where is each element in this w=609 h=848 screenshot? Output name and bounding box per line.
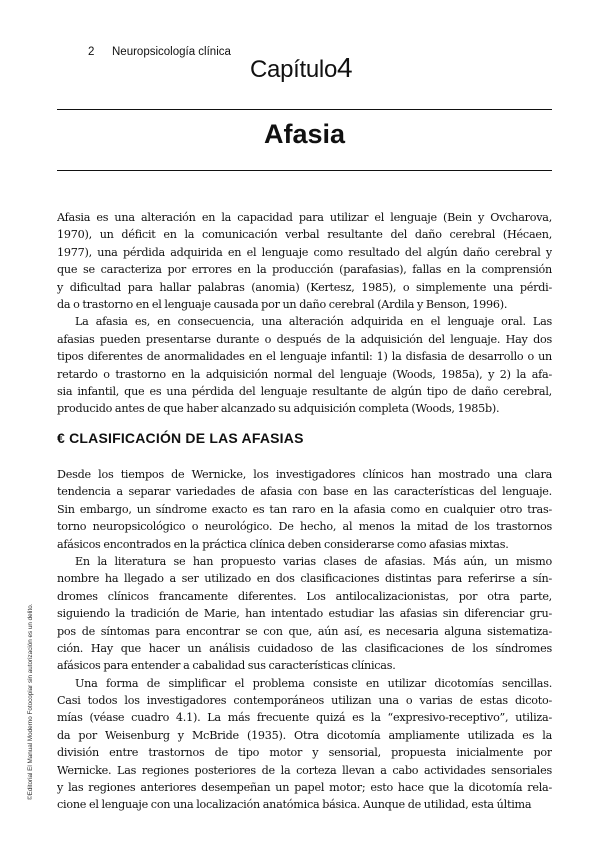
paragraph (57, 313, 552, 417)
text-line: torno neuropsicológico o neurológico. De hecho, al menos la mitad de los trastornos (57, 520, 552, 534)
paragraph (57, 466, 552, 553)
book-title: Neuropsicología clínica (112, 46, 231, 58)
text-line: da o trastorno en el lenguaje causada por un daño cerebral (Ardila y Benson, 1996). (57, 297, 508, 311)
section-body (57, 466, 552, 814)
text-line: siguiendo la tradición de Marie, han intentado estudiar las afasias sin diferenciar gru- (57, 607, 552, 621)
copyright-notice: ©Editorial El Manual Moderno Fotocopiar sin autorización es un delito. (27, 603, 34, 800)
chapter-label (250, 52, 352, 84)
text-line: tipos diferentes de anormalidades en el lenguaje infantil: 1) la disfasia de desarrollo o un (57, 350, 552, 364)
text-line: Afasia es una alteración en la capacidad para utilizar el lenguaje (Bein y Ovcharova, (57, 211, 552, 224)
text-line: dromes clínicos francamente diferentes. Los antilocalizacionistas, por otra parte, (57, 589, 552, 603)
text-line: Casi todos los investigadores contemporáneos utilizan una o varias de estas dicoto- (57, 694, 552, 708)
text-line: producido antes de que haber alcanzado su adquisición completa (Woods, 1985b). (57, 402, 500, 416)
text-line: mías (véase cuadro 4.1). La más frecuente quizá es la “expresivo-receptivo”, utiliza- (57, 711, 552, 725)
text-line: Sin embargo, un síndrome exacto es tan raro en la afasia como en cualquier otro tras- (57, 502, 552, 516)
text-line: y dificultad para hallar palabras (anomia) (Kertesz, 1985), o simplemente una pérdi- (57, 280, 552, 294)
text-line: afásicos para entender a cabalidad sus características clínicas. (57, 659, 396, 673)
text-line: ción. Hay que hacer un análisis cuidadoso de las clasificaciones de los síndromes (57, 641, 552, 655)
intro-body (57, 209, 552, 418)
text-line: afasias pueden presentarse durante o después de la adquisición del lenguaje. Hay dos (57, 332, 552, 346)
text-line: sia infantil, que es una pérdida del lenguaje resultante de algún tipo de daño cerebral, (57, 384, 552, 398)
title-rule (57, 170, 552, 171)
text-line: división entre trastornos de tipo motor y sensorial, propuesta inicialmente por (57, 746, 552, 760)
text-line: Wernicke. Las regiones posteriores de la corteza llevan a cabo actividades sensoriales (57, 763, 552, 777)
text-line: Una forma de simplificar el problema consiste en utilizar dicotomías sencillas. (75, 676, 552, 690)
paragraph (57, 553, 552, 675)
text-line: afásicos encontrados en la práctica clínica deben considerarse como afasias mixtas. (57, 537, 509, 551)
chapter-word: Capítulo (250, 56, 337, 83)
text-line: da por Weisenburg y McBride (1935). Otra dicotomía ampliamente utilizada es la (57, 728, 552, 742)
running-header (88, 46, 231, 58)
text-line: 1977), una pérdida adquirida en el lenguaje como resultado del algún daño cerebral y (57, 245, 552, 259)
text-line: En la literatura se han propuesto varias clases de afasias. Más aún, un mismo (75, 554, 552, 568)
text-line: tendencia a separar variedades de afasia con base en las características del lenguaje. (57, 485, 552, 499)
text-line: 1970), un déficit en la comunicación verbal resultante del daño cerebral (Hécaen, (57, 228, 552, 242)
text-line: nombre ha llegado a ser utilizado en dos clasificaciones distintas para referirse a sín- (57, 572, 552, 586)
text-line: que se caracteriza por errores en la producción (parafasias), fallas en la comprensión (57, 263, 552, 277)
text-line: y las regiones anteriores desempeñan un papel motor; esto hace que la dicotomía rela- (57, 781, 552, 795)
chapter-title: Afasia (263, 119, 346, 149)
text-line: cione el lenguaje con una localización anatómica básica. Aunque de utilidad, esta última (57, 798, 532, 812)
page-number: 2 (88, 46, 95, 58)
chapter-number: 4 (337, 52, 353, 83)
header-rule (57, 109, 552, 110)
text-line: Desde los tiempos de Wernicke, los investigadores clínicos han mostrado una clara (57, 468, 552, 481)
section-heading: € CLASIFICACIÓN DE LAS AFASIAS (57, 430, 304, 446)
text-line: La afasia es, en consecuencia, una alteración adquirida en el lenguaje oral. Las (75, 315, 552, 329)
text-line: retardo o trastorno en la adquisición normal del lenguaje (Woods, 1985a), y 2) la afa- (57, 367, 552, 381)
text-line: pos de síntomas para encontrar se con que, aún así, es necesaria alguna sistematiza- (57, 624, 552, 638)
paragraph (57, 675, 552, 814)
paragraph (57, 209, 552, 313)
